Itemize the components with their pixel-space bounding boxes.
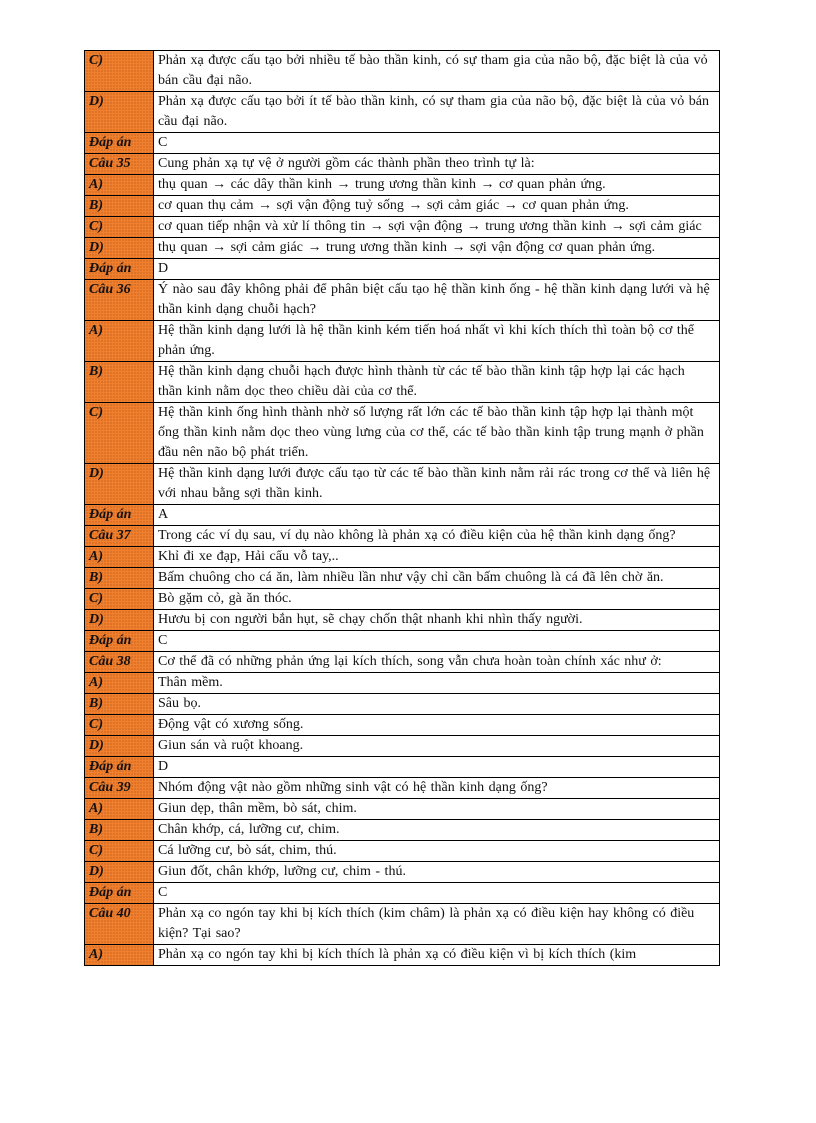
table-row — [85, 694, 720, 715]
row-label: A) — [85, 547, 154, 568]
table-row — [85, 757, 720, 778]
row-text: cơ quan thụ cảm → sợi vận động tuỷ sống → sợi cảm giác → cơ quan phản ứng. — [154, 196, 720, 217]
table-row — [85, 841, 720, 862]
table-row — [85, 610, 720, 631]
row-label: B) — [85, 196, 154, 217]
table-row — [85, 799, 720, 820]
table-row — [85, 175, 720, 196]
table-row — [85, 631, 720, 652]
table-row — [85, 196, 720, 217]
row-label: C) — [85, 403, 154, 464]
row-text: Giun sán và ruột khoang. — [154, 736, 720, 757]
table-row — [85, 259, 720, 280]
table-row — [85, 526, 720, 547]
row-label: D) — [85, 610, 154, 631]
row-text: Giun dẹp, thân mềm, bò sát, chim. — [154, 799, 720, 820]
row-label: C) — [85, 715, 154, 736]
row-text: Sâu bọ. — [154, 694, 720, 715]
row-label: Đáp án — [85, 757, 154, 778]
question-table-body — [85, 51, 720, 966]
row-text: Cá lưỡng cư, bò sát, chim, thú. — [154, 841, 720, 862]
table-row — [85, 568, 720, 589]
row-text: Trong các ví dụ sau, ví dụ nào không là phản xạ có điều kiện của hệ thần kinh dạng ống? — [154, 526, 720, 547]
table-row — [85, 51, 720, 92]
table-row — [85, 652, 720, 673]
row-label: D) — [85, 92, 154, 133]
row-text: Phản xạ được cấu tạo bởi nhiều tế bào thần kinh, có sự tham gia của não bộ, đặc biệt là của vỏ bán cầu đại não. — [154, 51, 720, 92]
row-text: Hệ thần kinh dạng lưới được cấu tạo từ các tế bào thần kinh nằm rải rác trong cơ thể và liên hệ với nhau bằng sợi thần kinh. — [154, 464, 720, 505]
table-row — [85, 547, 720, 568]
table-row — [85, 883, 720, 904]
row-text: Hươu bị con người bắn hụt, sẽ chạy chốn thật nhanh khi nhìn thấy người. — [154, 610, 720, 631]
row-text: Phản xạ co ngón tay khi bị kích thích là phản xạ có điều kiện vì bị kích thích (kim — [154, 945, 720, 966]
row-text: Hệ thần kinh dạng lưới là hệ thần kinh kém tiến hoá nhất vì khi kích thích thì toàn bộ cơ thể phản ứng. — [154, 321, 720, 362]
table-row — [85, 778, 720, 799]
table-row — [85, 715, 720, 736]
table-row — [85, 904, 720, 945]
row-label: Câu 37 — [85, 526, 154, 547]
row-text: Chân khớp, cá, lưỡng cư, chim. — [154, 820, 720, 841]
row-text: Khỉ đi xe đạp, Hải cẩu vỗ tay,.. — [154, 547, 720, 568]
row-label: Câu 36 — [85, 280, 154, 321]
row-text: A — [154, 505, 720, 526]
row-label: D) — [85, 862, 154, 883]
row-text: Bò gặm cỏ, gà ăn thóc. — [154, 589, 720, 610]
table-row — [85, 945, 720, 966]
row-label: C) — [85, 589, 154, 610]
table-row — [85, 238, 720, 259]
table-row — [85, 464, 720, 505]
table-row — [85, 133, 720, 154]
row-label: Đáp án — [85, 505, 154, 526]
row-text: Cung phản xạ tự vệ ở người gồm các thành phần theo trình tự là: — [154, 154, 720, 175]
row-label: C) — [85, 51, 154, 92]
row-text: Phản xạ co ngón tay khi bị kích thích (kim châm) là phản xạ có điều kiện hay không có điều kiện? Tại sao? — [154, 904, 720, 945]
question-table — [84, 50, 720, 966]
row-text: C — [154, 631, 720, 652]
row-label: D) — [85, 238, 154, 259]
table-row — [85, 362, 720, 403]
row-label: D) — [85, 736, 154, 757]
table-row — [85, 217, 720, 238]
row-text: Bấm chuông cho cá ăn, làm nhiều lần như vậy chỉ cần bấm chuông là cá đã lên chờ ăn. — [154, 568, 720, 589]
row-label: C) — [85, 841, 154, 862]
table-row — [85, 154, 720, 175]
row-label: A) — [85, 799, 154, 820]
table-row — [85, 820, 720, 841]
row-text: C — [154, 883, 720, 904]
table-row — [85, 589, 720, 610]
row-text: thụ quan → các dây thần kinh → trung ương thần kinh → cơ quan phản ứng. — [154, 175, 720, 196]
row-label: B) — [85, 694, 154, 715]
row-label: B) — [85, 820, 154, 841]
row-label: Câu 40 — [85, 904, 154, 945]
row-label: Câu 38 — [85, 652, 154, 673]
table-row — [85, 673, 720, 694]
row-text: C — [154, 133, 720, 154]
row-text: Giun đốt, chân khớp, lưỡng cư, chim - thú. — [154, 862, 720, 883]
table-row — [85, 92, 720, 133]
row-text: Động vật có xương sống. — [154, 715, 720, 736]
row-label: B) — [85, 568, 154, 589]
row-label: Câu 35 — [85, 154, 154, 175]
row-label: Đáp án — [85, 631, 154, 652]
row-label: Câu 39 — [85, 778, 154, 799]
row-text: Hệ thần kinh dạng chuỗi hạch được hình thành từ các tế bào thần kinh tập hợp lại các hạch thần kinh nằm dọc theo chiều dài của cơ thể. — [154, 362, 720, 403]
row-label: A) — [85, 175, 154, 196]
row-text: Nhóm động vật nào gồm những sinh vật có hệ thần kinh dạng ống? — [154, 778, 720, 799]
table-row — [85, 862, 720, 883]
row-label: Đáp án — [85, 883, 154, 904]
row-label: A) — [85, 945, 154, 966]
table-row — [85, 403, 720, 464]
row-label: A) — [85, 321, 154, 362]
table-row — [85, 321, 720, 362]
row-text: Ý nào sau đây không phải để phân biệt cấu tạo hệ thần kinh ống - hệ thần kinh dạng lưới và hệ thần kinh dạng chuỗi hạch? — [154, 280, 720, 321]
row-label: D) — [85, 464, 154, 505]
row-label: C) — [85, 217, 154, 238]
row-text: D — [154, 259, 720, 280]
row-label: Đáp án — [85, 133, 154, 154]
row-text: Thân mềm. — [154, 673, 720, 694]
table-row — [85, 736, 720, 757]
row-text: Cơ thể đã có những phản ứng lại kích thích, song vẫn chưa hoàn toàn chính xác như ở: — [154, 652, 720, 673]
table-row — [85, 280, 720, 321]
row-label: B) — [85, 362, 154, 403]
row-text: thụ quan → sợi cảm giác → trung ương thần kinh → sợi vận động cơ quan phản ứng. — [154, 238, 720, 259]
row-text: D — [154, 757, 720, 778]
row-label: A) — [85, 673, 154, 694]
row-text: Hệ thần kinh ống hình thành nhờ số lượng rất lớn các tế bào thần kinh tập hợp lại thành một ống thần kinh nằm dọc theo vùng lưng của cơ thể, các tế bào thần kinh tập trung mạnh ở phần đầu nên não bộ phát triển. — [154, 403, 720, 464]
row-label: Đáp án — [85, 259, 154, 280]
table-row — [85, 505, 720, 526]
row-text: cơ quan tiếp nhận và xử lí thông tin → sợi vận động → trung ương thần kinh → sợi cảm giác — [154, 217, 720, 238]
row-text: Phản xạ được cấu tạo bởi ít tế bào thần kinh, có sự tham gia của não bộ, đặc biệt là của vỏ bán cầu đại não. — [154, 92, 720, 133]
